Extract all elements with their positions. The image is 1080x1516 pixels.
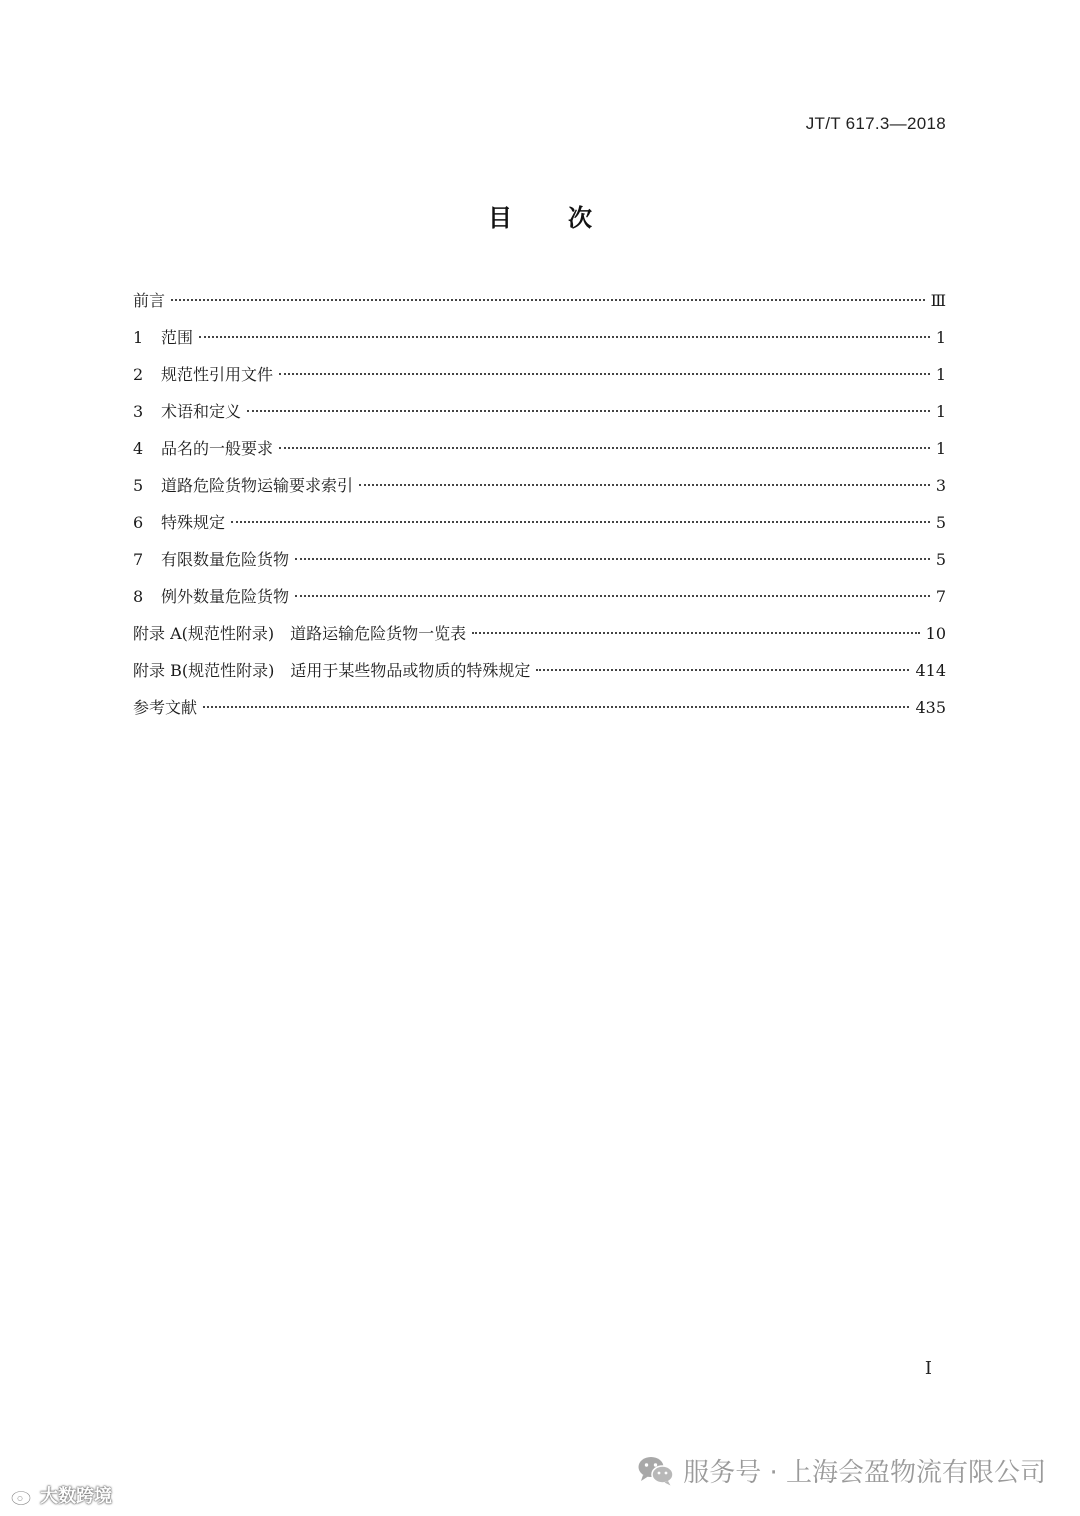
toc-entry-page: 7 xyxy=(935,587,946,606)
toc-title xyxy=(0,198,1080,233)
watermark-right-text: 服务号 · 上海会盈物流有限公司 xyxy=(683,1458,1046,1488)
toc-leader-dots xyxy=(231,521,930,523)
toc-leader-dots xyxy=(472,632,920,634)
toc-entry-number: 5 xyxy=(133,476,144,495)
toc-entry-number: 4 xyxy=(133,439,144,458)
toc-leader-dots xyxy=(171,299,925,301)
toc-title-char-2: 次 xyxy=(568,204,592,232)
toc-title-char-1: 目 xyxy=(488,204,512,232)
toc-entry-page: 435 xyxy=(915,698,946,717)
toc-entry-appendix-b[interactable] xyxy=(133,652,946,689)
toc-entry-page: 5 xyxy=(935,513,946,532)
toc-entry-number: 1 xyxy=(133,328,144,347)
toc-entry-page: 5 xyxy=(935,550,946,569)
toc-entry-number: 6 xyxy=(133,513,144,532)
toc-leader-dots xyxy=(279,373,930,375)
toc-entry-2[interactable] xyxy=(133,356,946,393)
toc-leader-dots xyxy=(359,484,930,486)
toc-entry-page: 1 xyxy=(935,439,946,458)
weibo-watermark xyxy=(10,1482,112,1508)
toc-entry-label: 术语和定义 xyxy=(161,402,242,421)
toc-entry-8[interactable] xyxy=(133,578,946,615)
toc-entry-page: Ⅲ xyxy=(930,291,946,310)
toc-entry-3[interactable] xyxy=(133,393,946,430)
toc-entry-label: 特殊规定 xyxy=(161,513,226,532)
toc-entry-page: 3 xyxy=(935,476,946,495)
toc-entry-label: 附录 B(规范性附录) 适用于某些物品或物质的特殊规定 xyxy=(133,661,531,680)
toc-entry-appendix-a[interactable] xyxy=(133,615,946,652)
toc-leader-dots xyxy=(199,336,930,338)
toc-entry-1[interactable] xyxy=(133,319,946,356)
page-number: I xyxy=(924,1358,932,1379)
toc-entry-preface[interactable] xyxy=(133,282,946,319)
toc-leader-dots xyxy=(295,558,930,560)
toc-leader-dots xyxy=(247,410,930,412)
wechat-icon xyxy=(637,1455,675,1487)
toc-leader-dots xyxy=(203,706,909,708)
wechat-watermark xyxy=(637,1452,1046,1489)
sina-weibo-icon xyxy=(10,1484,36,1506)
toc-entry-number: 3 xyxy=(133,402,144,421)
toc-entry-page: 1 xyxy=(935,402,946,421)
toc-leader-dots xyxy=(279,447,930,449)
toc-entry-page: 414 xyxy=(915,661,946,680)
toc-entry-label: 道路危险货物运输要求索引 xyxy=(161,476,354,495)
toc-entry-page: 1 xyxy=(935,328,946,347)
toc-entry-6[interactable] xyxy=(133,504,946,541)
toc-entry-references[interactable] xyxy=(133,689,946,726)
toc-entry-7[interactable] xyxy=(133,541,946,578)
watermark-left-text: 大数跨境 xyxy=(40,1486,112,1507)
table-of-contents xyxy=(133,282,946,726)
toc-entry-number: 2 xyxy=(133,365,144,384)
toc-entry-label: 范围 xyxy=(161,328,194,347)
toc-entry-label: 品名的一般要求 xyxy=(161,439,274,458)
toc-entry-page: 10 xyxy=(925,624,946,643)
toc-entry-label: 有限数量危险货物 xyxy=(161,550,290,569)
toc-entry-5[interactable] xyxy=(133,467,946,504)
toc-entry-label: 前言 xyxy=(133,291,166,310)
toc-entry-number: 7 xyxy=(133,550,144,569)
toc-entry-label: 例外数量危险货物 xyxy=(161,587,290,606)
toc-entry-label: 附录 A(规范性附录) 道路运输危险货物一览表 xyxy=(133,624,467,643)
toc-entry-4[interactable] xyxy=(133,430,946,467)
toc-entry-label: 参考文献 xyxy=(133,698,198,717)
toc-entry-label: 规范性引用文件 xyxy=(161,365,274,384)
toc-leader-dots xyxy=(536,669,909,671)
standard-code: JT/T 617.3—2018 xyxy=(805,114,946,133)
toc-entry-number: 8 xyxy=(133,587,144,606)
toc-leader-dots xyxy=(295,595,930,597)
toc-entry-page: 1 xyxy=(935,365,946,384)
